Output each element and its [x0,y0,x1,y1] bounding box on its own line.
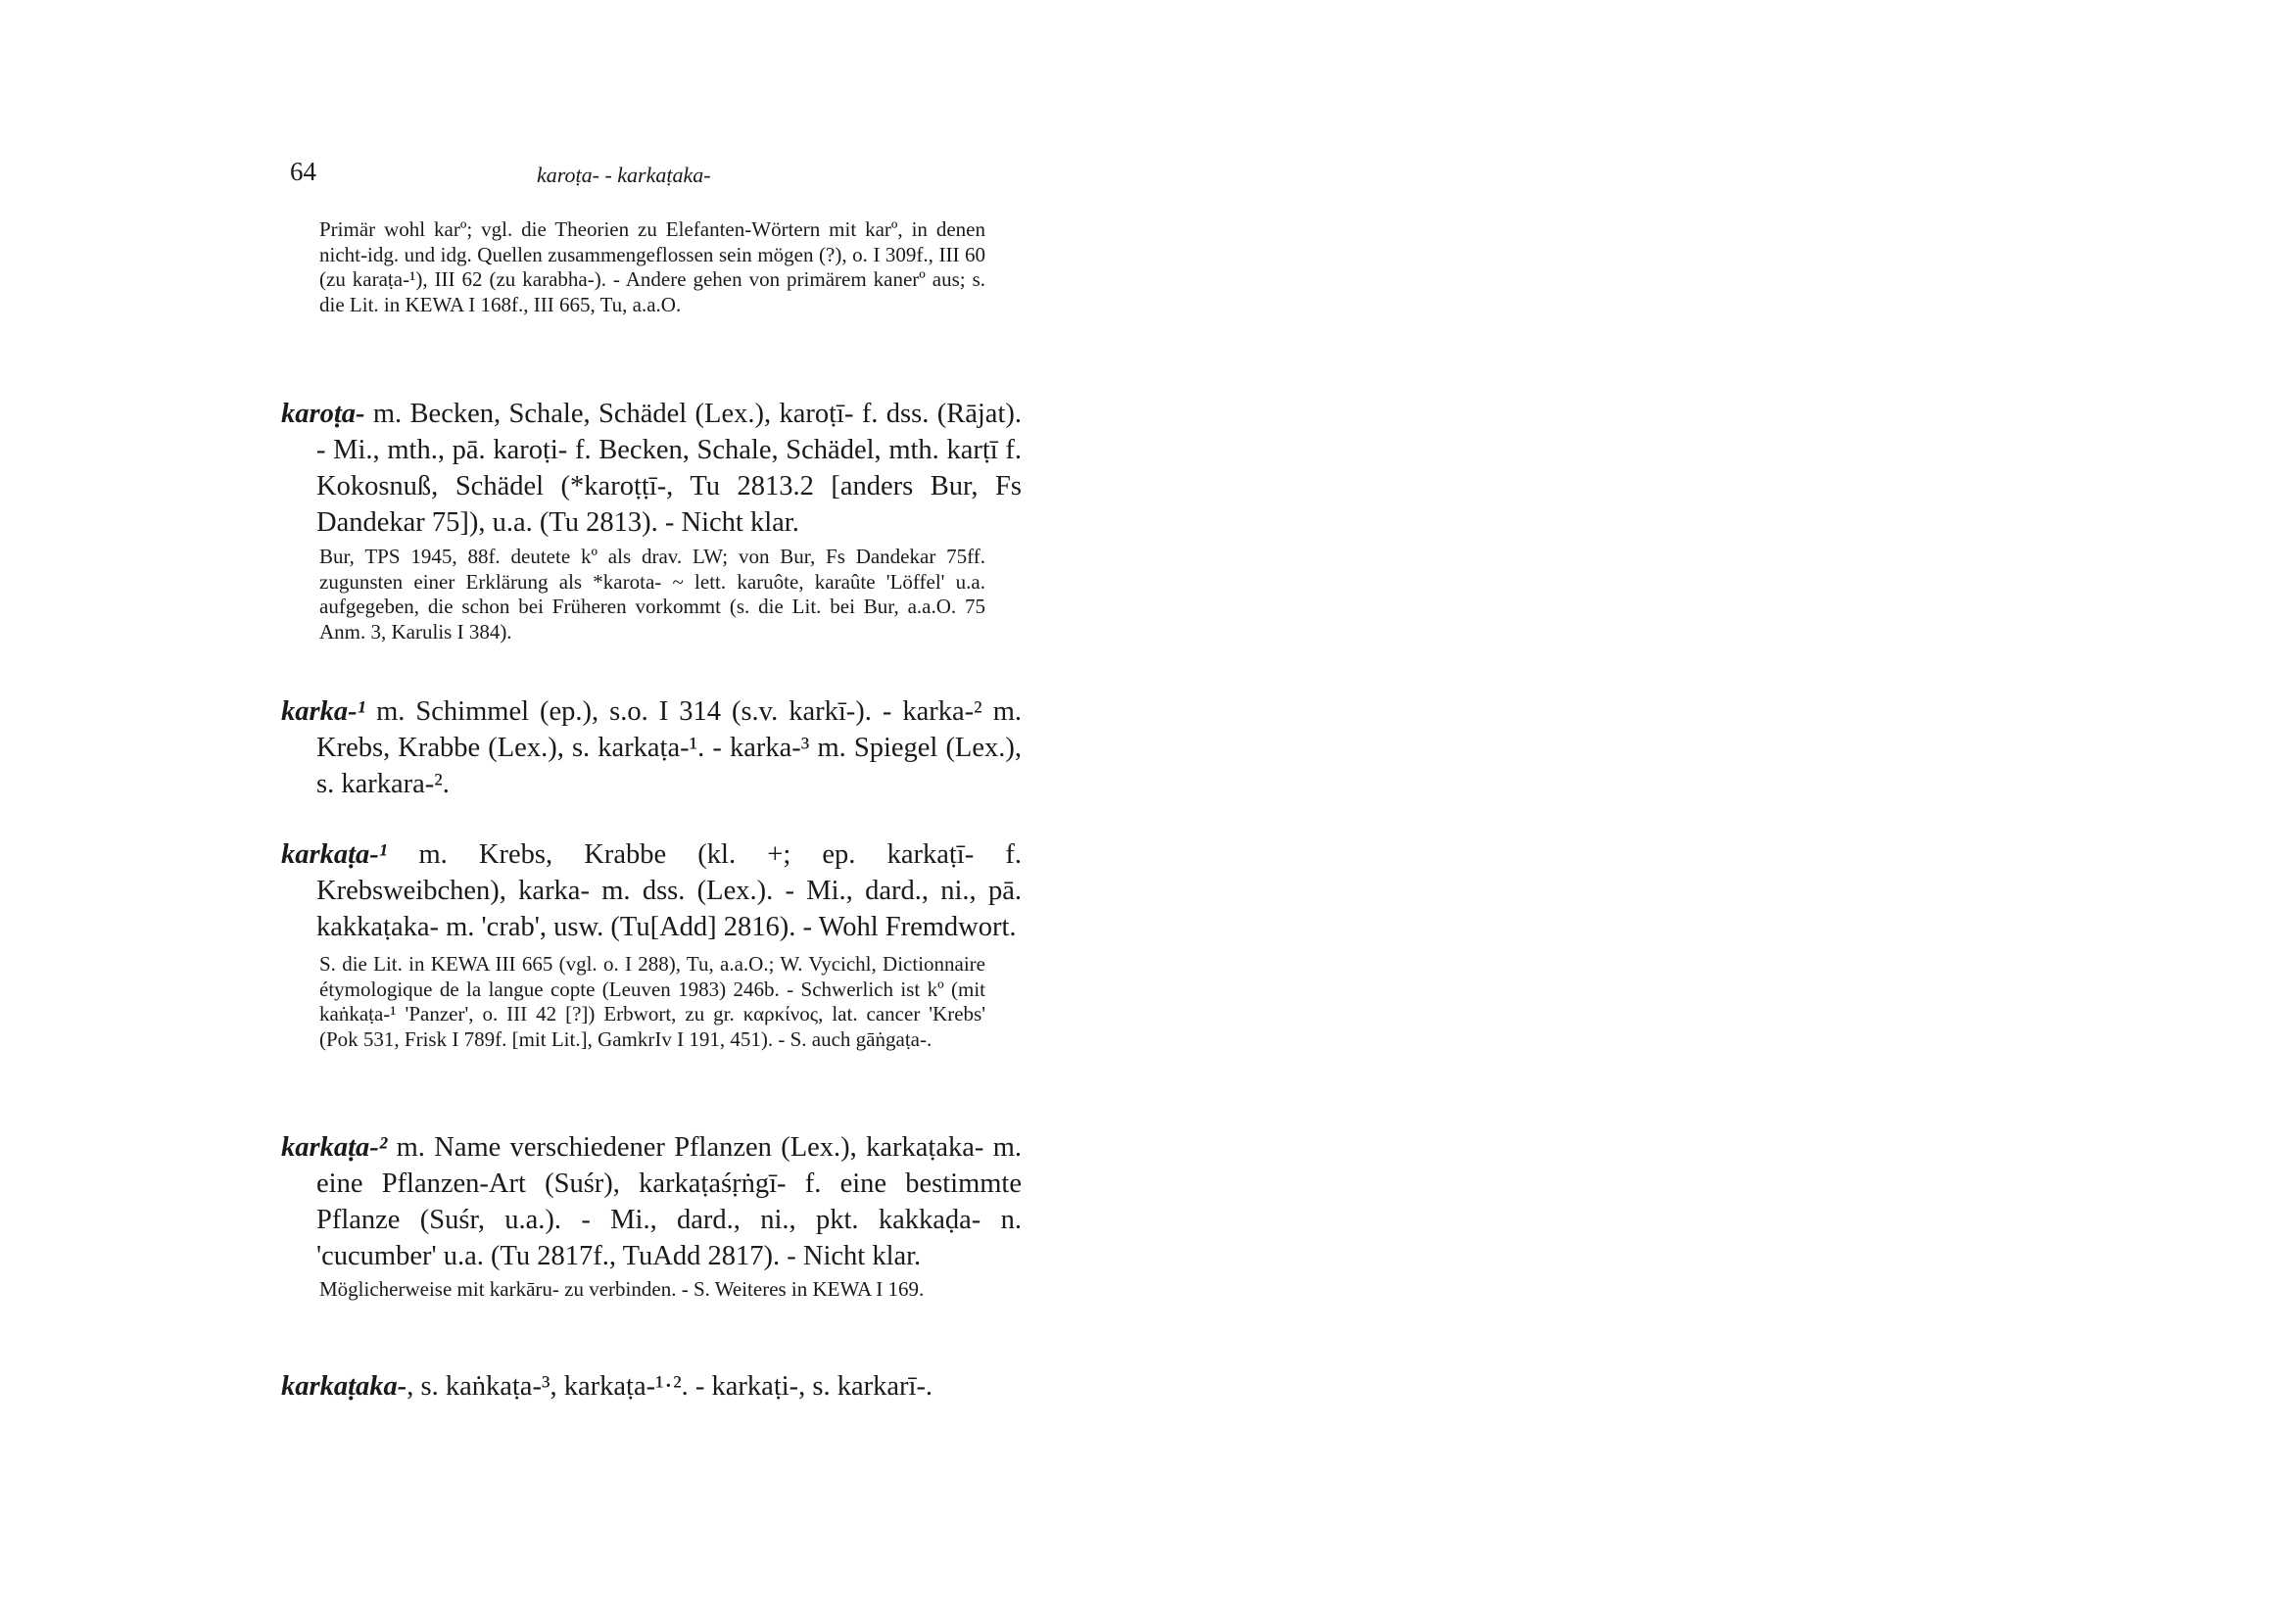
entry-karka-1 [281,693,1022,802]
entry-note: Möglicherweise mit karkāru- zu verbinden. - S. Weiteres in KEWA I 169. [319,1277,925,1301]
page-number-left: 64 [290,157,316,186]
right-page [1148,0,2296,1622]
entry-karota [281,396,1022,541]
entry-note: S. die Lit. in KEWA III 665 (vgl. o. I 288), Tu, a.a.O.; W. Vycichl, Dictionnaire étymologique de la langue copte (Leuven 1983) 246b. - Schwerlich ist kº (mit kaṅkaṭa-¹ 'Panzer', o. III 42 [?]) Erbwort, zu gr. καρκίνος, lat. cancer 'Krebs' (Pok 531, Frisk I 789f. [mit Lit.], GamkrIv I 191, 451). - S. auch gāṅgaṭa-. [319,952,985,1051]
entry-text: m. Becken, Schale, Schädel (Lex.), karoṭī- f. dss. (Rājat). - Mi., mth., pā. karoṭi- f. Becken, Schale, Schädel, mth. karṭī f. Kokosnuß, Schädel (*karoṭṭī-, Tu 2813.2 [anders Bur, Fs Dandekar 75]), u.a. (Tu 2813). - Nicht klar. [316,399,1022,538]
headword: karoṭa- [281,399,365,429]
headword: karkaṭa-¹ [281,839,388,870]
entry-note: Bur, TPS 1945, 88f. deutete kº als drav. LW; von Bur, Fs Dandekar 75ff. zugunsten einer Erklärung als *karota- ~ lett. karuôte, karaûte 'Löffel' u.a. aufgegeben, die schon bei Früheren vorkommt (s. die Lit. bei Bur, a.a.O. 75 Anm. 3, Karulis I 384). [319,545,985,644]
entry-text: , s. kaṅkaṭa-³, karkaṭa-¹·². - karkaṭi-, s. karkarī-. [407,1371,933,1402]
running-head-left: karoṭa- - karkaṭaka- [537,163,711,187]
entry-text: m. Schimmel (ep.), s.o. I 314 (s.v. karkī-). - karka-² m. Krebs, Krabbe (Lex.), s. karkaṭa-¹. - karka-³ m. Spiegel (Lex.), s. karkara-². [316,696,1022,799]
entry-karkataka [281,1368,1022,1405]
entry-karkata-1 [281,836,1022,945]
headword: karka-¹ [281,696,366,727]
headword: karkaṭaka- [281,1371,407,1402]
intro-note: Primär wohl karº; vgl. die Theorien zu Elefanten-Wörtern mit karº, in denen nicht-idg. und idg. Quellen zusammengeflossen sein mögen (?), o. I 309f., III 60 (zu karaṭa-¹), III 62 (zu karabha-). - Andere gehen von primärem kanerº aus; s. die Lit. in KEWA I 168f., III 665, Tu, a.a.O. [319,217,985,316]
entry-text: m. Krebs, Krabbe (kl. +; ep. karkaṭī- f. Krebsweibchen), karka- m. dss. (Lex.). - Mi., dard., ni., pā. kakkaṭaka- m. 'crab', usw. (Tu[Add] 2816). - Wohl Fremdwort. [316,839,1022,942]
headword: karkaṭa-² [281,1132,388,1163]
entry-text: m. Name verschiedener Pflanzen (Lex.), karkaṭaka- m. eine Pflanzen-Art (Suśr), karkaṭaśṛṅgī- f. eine bestimmte Pflanze (Suśr, u.a.). - Mi., dard., ni., pkt. kakkaḍa- n. 'cucumber' u.a. (Tu 2817f., TuAdd 2817). - Nicht klar. [316,1132,1022,1271]
entry-karkata-2 [281,1129,1022,1274]
